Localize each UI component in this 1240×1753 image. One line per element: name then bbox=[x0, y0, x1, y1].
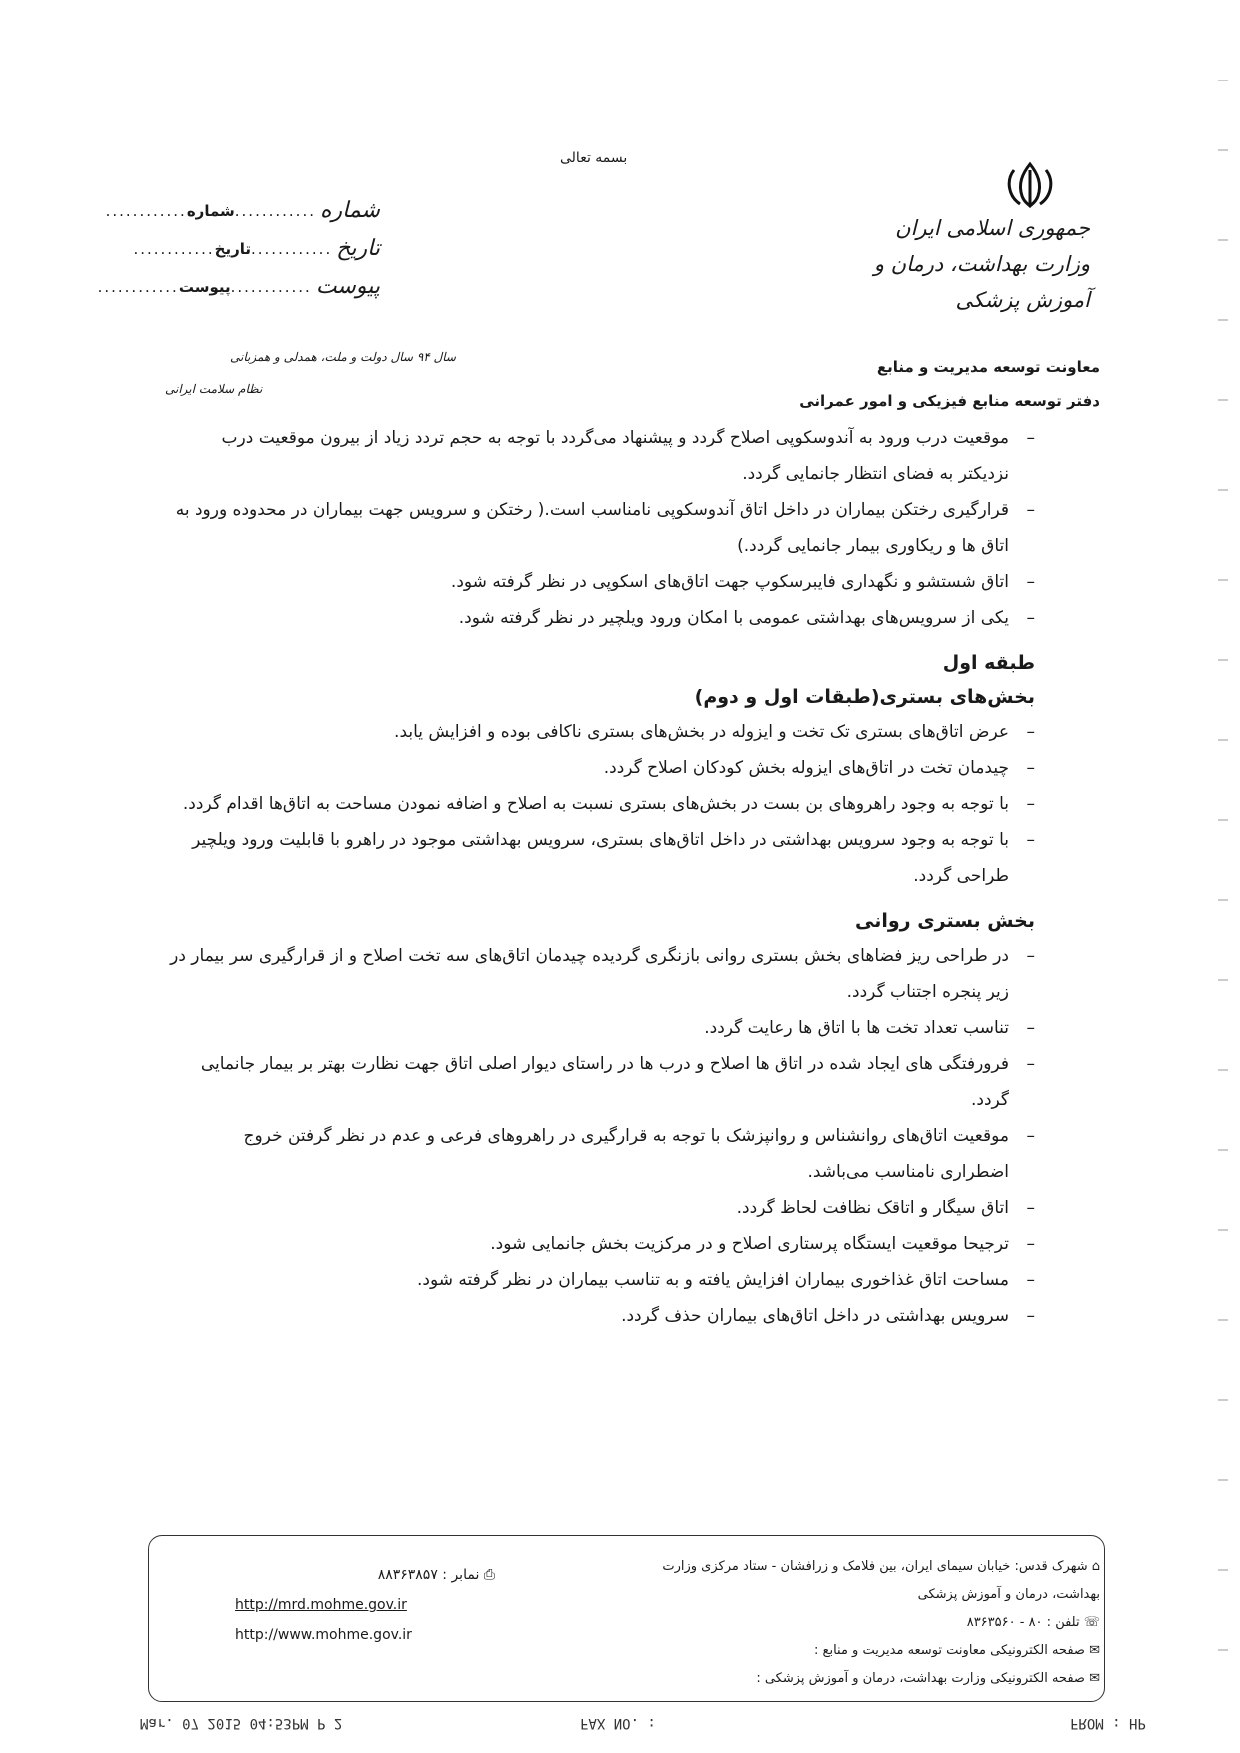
fax-timestamp: Mar. 07 2015 04:53PM P 2 bbox=[140, 1715, 343, 1731]
footer-web-ministry: ✉ صفحه الکترونیکی وزارت بهداشت، درمان و آموزش پزشکی : bbox=[756, 1671, 1100, 1686]
heading-psychiatric-ward: بخش بستری روانی bbox=[855, 910, 1035, 932]
phone-icon: ☏ bbox=[1083, 1615, 1100, 1630]
meta-date: تاریخ ............ تاریخ ............ bbox=[170, 230, 380, 268]
list-item: – موقعیت اتاق‌های روانشناس و روانپزشک با توجه به قرارگیری در راهروهای فرعی و عدم در نظر گرفتن خروج اضطراری نامناسب می‌باشد. bbox=[170, 1118, 1035, 1190]
meta-number-script: شماره bbox=[319, 198, 380, 223]
letter-body bbox=[170, 420, 1035, 1334]
heading-first-floor: طبقه اول bbox=[942, 652, 1035, 674]
fax-sender: FROM : HP bbox=[1070, 1715, 1146, 1731]
list-item: – مساحت اتاق غذاخوری بیماران افزایش یافته و به تناسب بیماران در نظر گرفته شود. bbox=[170, 1262, 1035, 1298]
list-item: – عرض اتاق‌های بستری تک تخت و ایزوله در بخش‌های بستری ناکافی بوده و افزایش یابد. bbox=[170, 714, 1035, 750]
office-name: دفتر توسعه منابع فیزیکی و امور عمرانی bbox=[799, 392, 1100, 410]
meta-attachment-script: پیوست bbox=[315, 274, 380, 299]
list-item: – تناسب تعداد تخت ها با اتاق ها رعایت گردد. bbox=[170, 1010, 1035, 1046]
ministry-line-2: وزارت بهداشت، درمان و آموزش پزشکی bbox=[873, 252, 1090, 312]
url-deputy-link[interactable]: http://mrd.mohme.gov.ir bbox=[235, 1597, 407, 1613]
footer-address: ⌂ شهرک قدس: خیابان سیمای ایران، بین فلامک و زرافشان - ستاد مرکزی وزارت بهداشت، درمان و آموزش پزشکی bbox=[662, 1559, 1100, 1602]
ministry-title bbox=[860, 210, 1090, 318]
letter-meta bbox=[97, 192, 380, 306]
footer-phone: ☏ تلفن : ۸۰ - ۸۳۶۳۵۶۰ bbox=[966, 1615, 1100, 1630]
fax-icon: ⎙ bbox=[483, 1567, 495, 1583]
footer-links bbox=[235, 1560, 495, 1650]
footer-fax: ⎙ نمابر : ۸۸۳۶۳۸۵۷ bbox=[377, 1567, 495, 1583]
envelope-icon: ✉ bbox=[1089, 1671, 1100, 1686]
list-item: – قرارگیری رختکن بیماران در داخل اتاق آندوسکوپی نامناسب است.( رختکن و سرویس جهت بیماران در محدوده ورود به اتاق ها و ریکاوری بیمار جانمایی گردد.) bbox=[170, 492, 1035, 564]
year-motto: سال ۹۴ سال دولت و ملت، همدلی و همزبانی bbox=[230, 350, 456, 364]
deputy-name: معاونت توسعه مدیریت و منابع bbox=[876, 358, 1100, 376]
list-item: – در طراحی ریز فضاهای بخش بستری روانی بازنگری گردیده چیدمان اتاق‌های سه تخت اصلاح و از قرارگیری سر بیمار در زیر پنجره اجتناب گردد. bbox=[170, 938, 1035, 1010]
health-system-motto: نظام سلامت ایرانی bbox=[165, 382, 263, 396]
list-item: – اتاق شستشو و نگهداری فایبرسکوپ جهت اتاق‌های اسکوپی در نظر گرفته شود. bbox=[170, 564, 1035, 600]
footer-web-deputy: ✉ صفحه الکترونیکی معاونت توسعه مدیریت و منابع : bbox=[814, 1643, 1100, 1658]
iran-emblem-icon bbox=[1000, 160, 1060, 210]
list-item: – فرورفتگی های ایجاد شده در اتاق ها اصلاح و درب ها در راستای دیوار اصلی اتاق جهت نظارت بهتر بر بیمار جانمایی گردد. bbox=[170, 1046, 1035, 1118]
fax-number: FAX NO. : bbox=[580, 1715, 656, 1731]
envelope-icon: ✉ bbox=[1089, 1643, 1100, 1658]
footer-contact bbox=[640, 1553, 1100, 1693]
list-item: – موقعیت درب ورود به آندوسکوپی اصلاح گردد و پیشنهاد می‌گردد با توجه به حجم تردد زیاد از بیرون موقعیت درب نزدیکتر به فضای انتظار جانمایی گردد. bbox=[170, 420, 1035, 492]
list-item: – اتاق سیگار و اتاقک نظافت لحاظ گردد. bbox=[170, 1190, 1035, 1226]
meta-date-label: تاریخ bbox=[214, 240, 251, 258]
meta-number-label: شماره bbox=[186, 202, 235, 220]
scan-margin-marks bbox=[1216, 80, 1230, 1720]
ministry-line-1: جمهوری اسلامی ایران bbox=[895, 216, 1090, 240]
bismillah: بسمه تعالی bbox=[560, 150, 628, 166]
list-item: – با توجه به وجود سرویس بهداشتی در داخل اتاق‌های بستری، سرویس بهداشتی موجود در راهرو با قابلیت ورود ویلچیر طراحی گردد. bbox=[170, 822, 1035, 894]
meta-number: شماره ............ شماره ............ bbox=[170, 192, 380, 230]
list-item: – چیدمان تخت در اتاق‌های ایزوله بخش کودکان اصلاح گردد. bbox=[170, 750, 1035, 786]
heading-inpatient-wards: بخش‌های بستری(طبقات اول و دوم) bbox=[694, 686, 1035, 708]
meta-attachment-label: پیوست bbox=[178, 278, 231, 296]
meta-date-script: تاریخ bbox=[336, 236, 380, 261]
sender-office bbox=[780, 350, 1100, 418]
list-item: – با توجه به وجود راهروهای بن بست در بخش‌های بستری نسبت به اصلاح و اضافه نمودن مساحت به اتاق‌ها اقدام گردد. bbox=[170, 786, 1035, 822]
url-ministry-link[interactable]: http://www.mohme.gov.ir bbox=[235, 1627, 412, 1643]
list-item: – ترجیحا موقعیت ایستگاه پرستاری اصلاح و در مرکزیت بخش جانمایی شود. bbox=[170, 1226, 1035, 1262]
meta-attachment: پیوست ............ پیوست ............ bbox=[170, 268, 380, 306]
location-icon: ⌂ bbox=[1091, 1559, 1100, 1574]
list-item: – سرویس بهداشتی در داخل اتاق‌های بیماران حذف گردد. bbox=[170, 1298, 1035, 1334]
list-item: – یکی از سرویس‌های بهداشتی عمومی با امکان ورود ویلچیر در نظر گرفته شود. bbox=[170, 600, 1035, 636]
